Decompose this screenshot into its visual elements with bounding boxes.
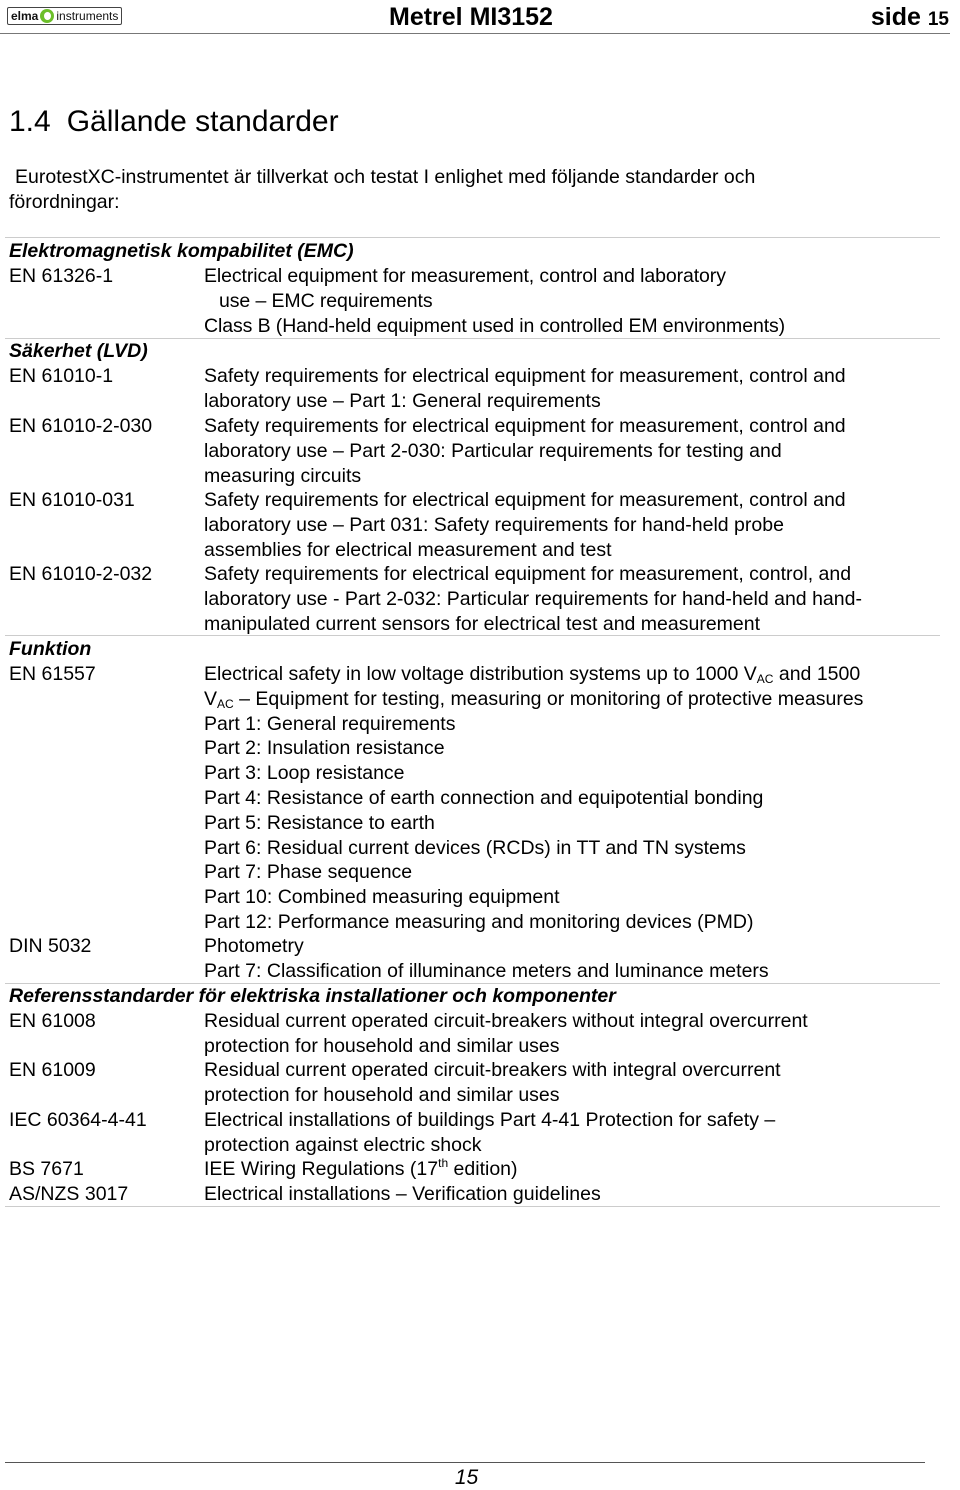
standard-code: EN 61009 — [9, 1059, 96, 1081]
page-label — [871, 3, 949, 32]
standard-code: EN 61010-2-032 — [9, 563, 153, 585]
elma-instruments-logo — [7, 7, 144, 25]
description-line: Safety requirements for electrical equipment for measurement, control and — [204, 415, 846, 437]
description-line: assemblies for electrical measurement and test — [204, 538, 612, 561]
funktion-heading: Funktion — [9, 638, 92, 660]
group-divider — [5, 983, 940, 984]
description-line: Electrical equipment for measurement, control and laboratory — [204, 265, 726, 287]
subscript-ac: AC — [756, 672, 774, 686]
standard-code: EN 61008 — [9, 1010, 96, 1032]
standard-description — [204, 1009, 939, 1059]
standard-description — [204, 488, 939, 562]
text-fragment: edition) — [448, 1158, 518, 1180]
part-line: Part 10: Combined measuring equipment — [204, 886, 560, 909]
subscript-ac: AC — [217, 696, 234, 711]
description-line: Photometry — [204, 935, 304, 957]
description-line — [204, 1157, 939, 1182]
description-line: protection for household and similar uses — [204, 1034, 560, 1057]
description-line — [204, 687, 939, 712]
header-divider — [0, 33, 950, 34]
section-number: 1.4 — [9, 105, 51, 138]
part-line: Part 1: General requirements — [204, 712, 456, 735]
description-line: manipulated current sensors for electrical test and measurement — [204, 612, 761, 635]
part-line: Part 7: Phase sequence — [204, 861, 413, 884]
standard-description — [204, 1108, 939, 1158]
superscript-th: th — [438, 1156, 449, 1170]
header-page-number: 15 — [927, 9, 949, 30]
part-line: Part 6: Residual current devices (RCDs) in TT and TN systems — [204, 836, 746, 859]
description-line: Class B (Hand-held equipment used in controlled EM environments) — [204, 314, 786, 337]
section-title: Gällande standarder — [66, 105, 339, 138]
group-divider — [5, 635, 940, 636]
group-divider — [5, 237, 940, 238]
part-line: Part 4: Resistance of earth connection and equipotential bonding — [204, 786, 764, 809]
lvd-heading: Säkerhet (LVD) — [9, 340, 148, 362]
logo-circle-icon — [40, 9, 54, 23]
text-fragment: and 1500 — [773, 663, 861, 685]
standard-description — [204, 1058, 939, 1108]
footer-page-number: 15 — [454, 1466, 479, 1489]
standard-code: BS 7671 — [9, 1158, 84, 1180]
standard-description — [204, 562, 939, 636]
standard-code: DIN 5032 — [9, 935, 92, 957]
document-title: Metrel MI3152 — [389, 3, 553, 31]
intro-line: förordningar: — [9, 190, 120, 213]
standard-code: AS/NZS 3017 — [9, 1183, 129, 1205]
standard-description — [204, 264, 939, 338]
side-label: side — [870, 3, 921, 31]
group-divider — [5, 338, 940, 339]
standard-description — [204, 364, 939, 414]
emc-heading: Elektromagnetisk kompabilitet (EMC) — [9, 240, 354, 262]
description-line: protection against electric shock — [204, 1133, 482, 1156]
intro-line: EurotestXC-instrumentet är tillverkat och testat I enlighet med följande standarder och — [15, 166, 756, 188]
text-fragment: Electrical safety in low voltage distribution systems up to 1000 V — [204, 663, 757, 685]
description-line: Safety requirements for electrical equipment for measurement, control and — [204, 365, 846, 387]
description-line: laboratory use – Part 2-030: Particular requirements for testing and — [204, 439, 782, 462]
standard-description — [204, 414, 939, 488]
ref-heading: Referensstandarder för elektriska installationer och komponenter — [9, 985, 616, 1007]
description-line: laboratory use – Part 1: General requirements — [204, 389, 601, 412]
text-fragment: – Equipment for testing, measuring or monitoring of protective measures — [233, 687, 864, 710]
description-line: Electrical installations of buildings Part 4-41 Protection for safety – — [204, 1109, 776, 1131]
description-line: Electrical installations – Verification guidelines — [204, 1183, 601, 1205]
standard-description — [204, 1157, 939, 1182]
description-line: Residual current operated circuit-breakers without integral overcurrent — [204, 1010, 808, 1032]
text-fragment: V — [204, 687, 218, 710]
page-header — [0, 0, 960, 34]
footer-divider — [5, 1462, 925, 1463]
description-line: measuring circuits — [204, 464, 362, 487]
intro-paragraph — [9, 165, 909, 215]
description-line: laboratory use – Part 031: Safety requirements for hand-held probe — [204, 513, 784, 536]
standard-code: EN 61010-1 — [9, 365, 114, 387]
standard-code: EN 61010-2-030 — [9, 415, 153, 437]
section-heading — [9, 105, 339, 139]
description-line: use – EMC requirements — [219, 289, 433, 312]
standard-code: EN 61010-031 — [9, 489, 135, 511]
description-line: Part 7: Classification of illuminance meters and luminance meters — [204, 959, 769, 982]
standard-code: EN 61557 — [9, 663, 96, 685]
standard-description — [204, 1182, 939, 1207]
standard-code: IEC 60364-4-41 — [9, 1109, 147, 1131]
standard-code: EN 61326-1 — [9, 265, 114, 287]
standard-description — [204, 934, 939, 984]
logo-text-elma: elma — [11, 9, 39, 23]
description-line: laboratory use - Part 2-032: Particular requirements for hand-held and hand- — [204, 587, 862, 610]
text-fragment: IEE Wiring Regulations (17 — [204, 1158, 439, 1180]
description-line: Safety requirements for electrical equipment for measurement, control and — [204, 489, 846, 511]
part-line: Part 3: Loop resistance — [204, 762, 405, 785]
description-line: Residual current operated circuit-breakers with integral overcurrent — [204, 1059, 781, 1081]
group-divider — [5, 1206, 940, 1207]
description-line: protection for household and similar uses — [204, 1083, 560, 1106]
standard-description — [204, 662, 939, 935]
part-line: Part 5: Resistance to earth — [204, 811, 435, 834]
description-line: Safety requirements for electrical equipment for measurement, control, and — [204, 563, 852, 585]
logo-text-instruments: instruments — [56, 9, 119, 23]
description-line — [204, 662, 939, 687]
part-line: Part 2: Insulation resistance — [204, 737, 445, 760]
part-line: Part 12: Performance measuring and monitoring devices (PMD) — [204, 910, 754, 933]
